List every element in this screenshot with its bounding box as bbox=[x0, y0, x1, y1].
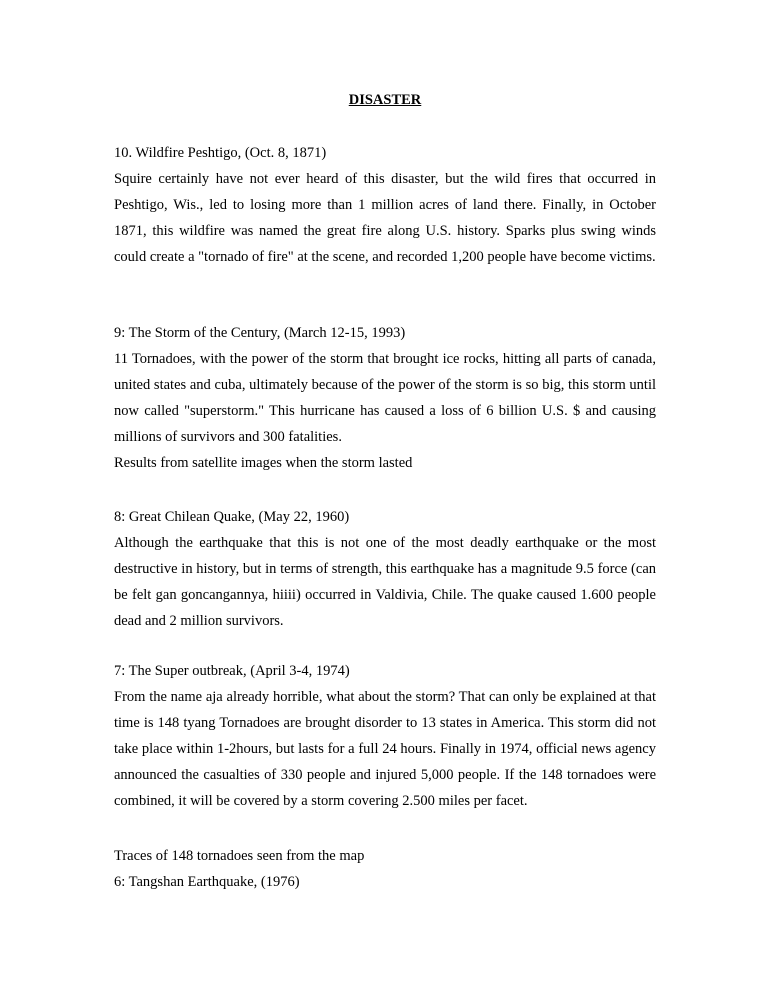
image-caption: Results from satellite images when the storm lasted bbox=[114, 455, 413, 471]
section-body: 11 Tornadoes, with the power of the storm that brought ice rocks, hitting all parts of canada, united states and cuba, ultimately because of the power of the storm is so big, this storm until now called "superstorm." This hurricane has caused a loss of 6 billion U.S. $ and causing millions of survivors and 300 fatalities. bbox=[114, 351, 656, 445]
section-heading: 7: The Super outbreak, (April 3-4, 1974) bbox=[114, 663, 350, 679]
section-heading: 9: The Storm of the Century, (March 12-15, 1993) bbox=[114, 325, 406, 341]
section-heading: 6: Tangshan Earthquake, (1976) bbox=[114, 874, 300, 890]
section-heading: 8: Great Chilean Quake, (May 22, 1960) bbox=[114, 509, 350, 525]
section-storm-of-the-century bbox=[114, 320, 656, 476]
section-body: Squire certainly have not ever heard of this disaster, but the wild fires that occurred in Peshtigo, Wis., led to losing more than 1 million acres of land there. Finally, in October 1871, this wildfire was named the great fire along U.S. history. Sparks plus swing winds could create a "tornado of fire" at the scene, and recorded 1,200 people have become victims. bbox=[114, 171, 656, 265]
image-caption: Traces of 148 tornadoes seen from the map bbox=[114, 848, 365, 864]
section-heading: 10. Wildfire Peshtigo, (Oct. 8, 1871) bbox=[114, 145, 327, 161]
section-wildfire-peshtigo bbox=[114, 140, 656, 270]
section-tangshan-intro bbox=[114, 843, 656, 895]
section-great-chilean-quake bbox=[114, 504, 656, 634]
document-title: DISASTER bbox=[348, 92, 422, 108]
section-super-outbreak bbox=[114, 658, 656, 814]
section-body: Although the earthquake that this is not one of the most deadly earthquake or the most destructive in history, but in terms of strength, this earthquake has a magnitude 9.5 force (can be felt gan goncangannya, hiiii) occurred in Valdivia, Chile. The quake caused 1.600 people dead and 2 million survivors. bbox=[114, 535, 656, 629]
section-body: From the name aja already horrible, what about the storm? That can only be explained at that time is 148 tyang Tornadoes are brought disorder to 13 states in America. This storm did not take place within 1-2hours, but lasts for a full 24 hours. Finally in 1974, official news agency announced the casualties of 330 people and injured 5,000 people. If the 148 tornadoes were combined, it will be covered by a storm covering 2.500 miles per facet. bbox=[114, 689, 656, 809]
